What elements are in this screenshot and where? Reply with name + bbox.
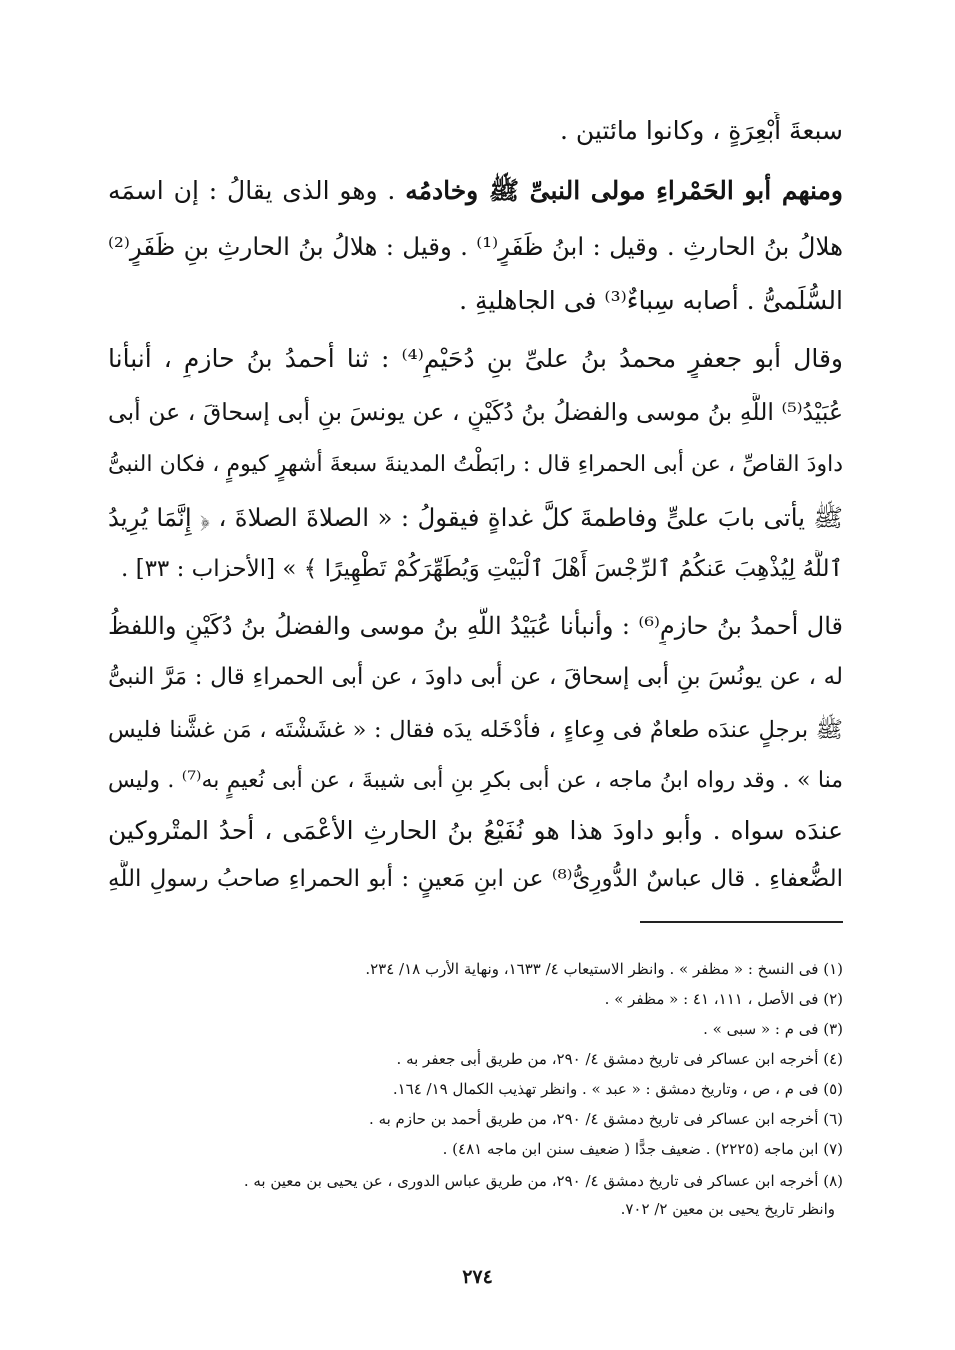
footnote: (٨) أخرجه ابن عساكر فى تاريخ دمشق ٤/ ٢٩٠، من طريق عباس الدورى ، عن يحيى بن معين به .	[243, 1172, 843, 1190]
footnote: (٥) فى م ، ص ، وتاريخ دمشق : « عبد » . وانظر تهذيب الكمال ١٩/ ١٦٤.	[392, 1080, 843, 1098]
text-line: وقال أبو جعفرٍ محمدُ بنُ علىِّ بنِ دُحَيْمٍ⁽⁴⁾ : ثنا أحمدُ بنُ حازمٍ ، أنبأنا	[108, 344, 843, 373]
text-line: هلالُ بنُ الحارثِ . وقيل : ابنُ ظَفَرٍ⁽¹⁾ . وقيل : هلالُ بنُ الحارثِ بنِ ظَفَرٍ⁽²⁾	[108, 232, 843, 261]
text-line: سبعةَ أَبْعِرَةٍ ، وكانوا مائتين .	[559, 116, 843, 145]
text-line: قال أحمدُ بنُ حازمٍ⁽⁶⁾ : وأنبأنا عُبَيْدُ اللَّهِ بنُ موسى والفضلُ بنُ دُكَيْنٍ واللفظُ	[108, 612, 843, 640]
footnote: (١) فى النسخ : « مظفر » . وانظر الاستيعاب ٤/ ١٦٣٣، ونهاية الأرب ١٨/ ٢٣٤.	[365, 960, 843, 978]
text-line: عُبَيْدُ⁽⁵⁾ اللَّهِ بنُ موسى والفضلُ بنُ دُكَيْنٍ ، عن يونسَ بنِ أبى إسحاقَ ، عن أبى	[108, 398, 843, 426]
page-number: ٢٧٤	[462, 1266, 493, 1288]
text-line: عندَه سواه . وأبو داودَ هذا هو نُفَيْعُ بنُ الحارثِ الأعْمَى ، أحدُ المتْروكين	[108, 816, 843, 845]
footnote-continuation: وانظر تاريخ يحيى بن معين ٢/ ٧٠٢.	[620, 1200, 835, 1218]
footnote: (٧) ابن ماجه (٢٢٢٥) . ضعيف جدًّا ( ضعيف سنن ابن ماجه ٤٨١) .	[442, 1140, 843, 1158]
text-line: منا » . وقد رواه ابنُ ماجه ، عن أبى بكرِ بنِ أبى شيبةَ ، عن أبى نُعيمٍ به⁽⁷⁾ . وليس	[108, 768, 843, 793]
footnote: (٤) أخرجه ابن عساكر فى تاريخ دمشق ٤/ ٢٩٠، من طريق أبى جعفر به .	[396, 1050, 843, 1068]
footnote-separator	[640, 921, 843, 923]
text-line: الضُّعفاءِ . قال عباسٌ الدُّورِىُّ⁽⁸⁾ عن ابنِ مَعينٍ : أبو الحمراءِ صاحبُ رسولِ اللَّهِ	[108, 866, 843, 892]
text-line: ﷺ يأتى بابَ علىٍّ وفاطمةَ كلَّ غداةٍ فيقولُ : « الصلاةَ الصلاةَ ، ﴿ إِنَّمَا يُرِيدُ	[108, 503, 843, 532]
text-line: داودَ القاصِّ ، عن أبى الحمراءِ قال : رابَطْتُ المدينةَ سبعةَ أشهرٍ كيومٍ ، فكان النبىُّ	[108, 452, 843, 477]
text-line: السُّلَمىُّ . أصابه سِباءٌ⁽³⁾ فى الجاهليةِ .	[459, 286, 843, 315]
text-line: له ، عن يونُسَ بنِ أبى إسحاقَ ، عن أبى داودَ ، عن أبى الحمراءِ قال : مَرَّ النبىُّ	[108, 664, 843, 690]
footnote: (٢) فى الأصل ، ١١١، ٤١ : « مظفر » .	[604, 990, 843, 1008]
text-line: ﷺ برجلٍ عندَه طعامٌ فى وِعاءٍ ، فأدْخَله يدَه فقال : « غشَشْتَه ، مَن غشَّنا فليس	[108, 717, 843, 743]
footnote: (٦) أخرجه ابن عساكر فى تاريخ دمشق ٤/ ٢٩٠، من طريق أحمد بن حازم به .	[369, 1110, 843, 1128]
footnote: (٣) فى م : « سبى » .	[703, 1020, 843, 1038]
text-line: ومنهم أبو الحَمْراءِ مولى النبىِّ ﷺ وخادمُه . وهو الذى يقالُ : إن اسمَه	[108, 176, 843, 205]
text-line-quran: ٱللَّهُ لِيُذْهِبَ عَنكُمُ ٱلرِّجْسَ أَهْلَ ٱلْبَيْتِ وَيُطَهِّرَكُمْ تَطْهِيرًا ﴾ » [الأحزاب : ٣٣] .	[120, 556, 843, 582]
